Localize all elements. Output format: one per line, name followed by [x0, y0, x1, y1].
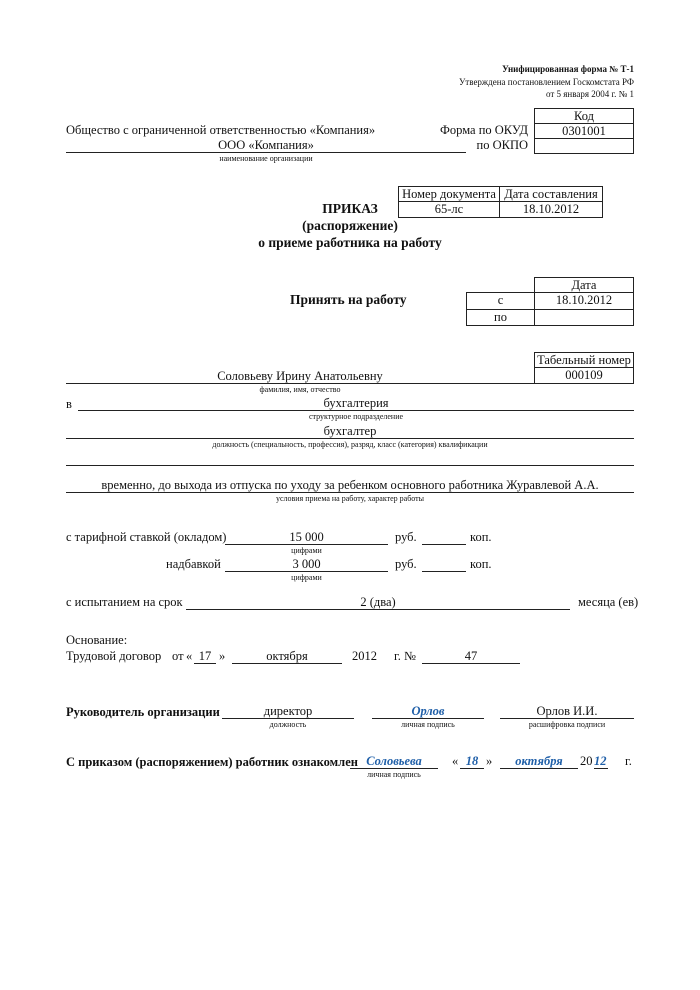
- hire-to-label: по: [466, 309, 535, 326]
- bonus-caption: цифрами: [291, 573, 322, 582]
- acq-day: 18: [465, 754, 479, 768]
- rate-value: 15 000: [289, 530, 324, 544]
- doc-number-header: Номер документа: [398, 186, 500, 202]
- head-signature-underline: [372, 718, 484, 719]
- in-label: в: [66, 397, 72, 411]
- kop-label: коп.: [470, 530, 492, 544]
- bonus-value: 3 000: [292, 557, 321, 571]
- doc-number-value: 65-лс: [398, 201, 500, 218]
- employee-signature-caption: личная подпись: [367, 770, 421, 779]
- position: бухгалтер: [323, 424, 377, 438]
- basis-document: Трудовой договор: [66, 649, 162, 663]
- position-underline: [66, 438, 634, 439]
- rate-underline: [225, 544, 388, 545]
- hire-from-value: 18.10.2012: [534, 292, 634, 310]
- acq-month-underline: [500, 768, 578, 769]
- acq-year-suffix: 12: [594, 754, 607, 768]
- okud-label: Форма по ОКУД: [440, 123, 528, 137]
- probation-suffix: месяца (ев): [578, 595, 639, 609]
- hire-date-header: Дата: [534, 277, 634, 293]
- bonus-kop-underline: [422, 571, 466, 572]
- doc-date-value: 18.10.2012: [499, 201, 603, 218]
- form-approval-date: от 5 января 2004 г. № 1: [545, 89, 634, 99]
- employee-name-caption: фамилия, имя, отчество: [259, 385, 341, 394]
- bonus-underline: [225, 571, 388, 572]
- basis-year: 2012: [352, 649, 377, 663]
- employee-signature-underline: [350, 768, 438, 769]
- head-label: Руководитель организации: [66, 705, 220, 719]
- acq-year-underline: [594, 768, 608, 769]
- kop-underline: [422, 544, 466, 545]
- employee-signature: Соловьева: [366, 754, 422, 768]
- doc-date-header: Дата составления: [499, 186, 603, 202]
- organization-underline: [66, 152, 466, 153]
- tab-number-header: Табельный номер: [534, 352, 634, 368]
- basis-lquote: «: [186, 649, 193, 663]
- acquainted-label: С приказом (распоряжением) работник ознакомлен: [66, 755, 358, 769]
- okpo-value: [534, 138, 634, 154]
- hire-from-label: с: [466, 292, 535, 310]
- rate-label: с тарифной ставкой (окладом): [66, 530, 227, 544]
- basis-from-label: от: [172, 649, 184, 663]
- okud-value: 0301001: [534, 123, 634, 139]
- organization-short-name: ООО «Компания»: [218, 138, 314, 152]
- organization-caption: наименование организации: [219, 154, 313, 163]
- probation-label: с испытанием на срок: [66, 595, 183, 609]
- head-position-caption: должность: [269, 720, 307, 729]
- acq-g: г.: [625, 754, 632, 768]
- department-underline: [78, 410, 634, 411]
- kod-header: Код: [534, 108, 634, 124]
- basis-number: 47: [464, 649, 478, 663]
- organization-full-name: Общество с ограниченной ответственностью «Компания»: [66, 123, 376, 137]
- head-position-underline: [222, 718, 354, 719]
- hire-to-value: [534, 309, 634, 326]
- basis-day-underline: [194, 663, 216, 664]
- acq-rquote: »: [486, 754, 493, 768]
- head-signature: Орлов: [411, 704, 445, 718]
- basis-month: октября: [266, 649, 308, 663]
- order-purpose: о приеме работника на работу: [258, 235, 442, 250]
- rub-label: руб.: [395, 530, 417, 544]
- employment-conditions: временно, до выхода из отпуска по уходу за ребенком основного работника Журавлевой А.А.: [101, 478, 599, 492]
- probation-value: 2 (два): [360, 595, 396, 609]
- basis-label: Основание:: [66, 633, 128, 647]
- department: бухгалтерия: [323, 396, 389, 410]
- head-signature-caption: личная подпись: [401, 720, 455, 729]
- basis-rquote: »: [219, 649, 226, 663]
- rate-caption: цифрами: [291, 546, 322, 555]
- basis-year-suffix: г. №: [394, 649, 416, 663]
- employee-name-underline: [66, 383, 534, 384]
- acq-month: октября: [515, 754, 563, 768]
- acq-day-underline: [460, 768, 484, 769]
- head-decoding-underline: [500, 718, 634, 719]
- order-title: ПРИКАЗ: [322, 201, 378, 216]
- tab-number-value: 000109: [534, 367, 634, 384]
- basis-month-underline: [232, 663, 342, 664]
- okpo-label: по ОКПО: [476, 138, 528, 152]
- position-caption: должность (специальность, профессия), разряд, класс (категория) квалификации: [212, 440, 488, 449]
- basis-number-underline: [422, 663, 520, 664]
- head-decoding: Орлов И.И.: [536, 704, 598, 718]
- order-subtitle: (распоряжение): [302, 218, 398, 233]
- probation-underline: [186, 609, 570, 610]
- bonus-rub-label: руб.: [395, 557, 417, 571]
- position-extra-line: [66, 465, 634, 466]
- form-approval: Утверждена постановлением Госкомстата РФ: [458, 77, 634, 87]
- employee-name: Соловьеву Ирину Анатольевну: [217, 369, 383, 383]
- department-caption: структурное подразделение: [308, 412, 404, 421]
- basis-day: 17: [198, 649, 212, 663]
- hire-label: Принять на работу: [290, 292, 407, 307]
- acq-lquote: «: [452, 754, 459, 768]
- bonus-label: надбавкой: [166, 557, 221, 571]
- head-decoding-caption: расшифровка подписи: [528, 720, 606, 729]
- form-number: Унифицированная форма № Т-1: [502, 64, 634, 74]
- conditions-caption: условия приема на работу, характер работы: [275, 494, 425, 503]
- conditions-underline: [66, 492, 634, 493]
- acq-year-prefix: 20: [580, 754, 593, 768]
- bonus-kop-label: коп.: [470, 557, 492, 571]
- head-position: директор: [263, 704, 313, 718]
